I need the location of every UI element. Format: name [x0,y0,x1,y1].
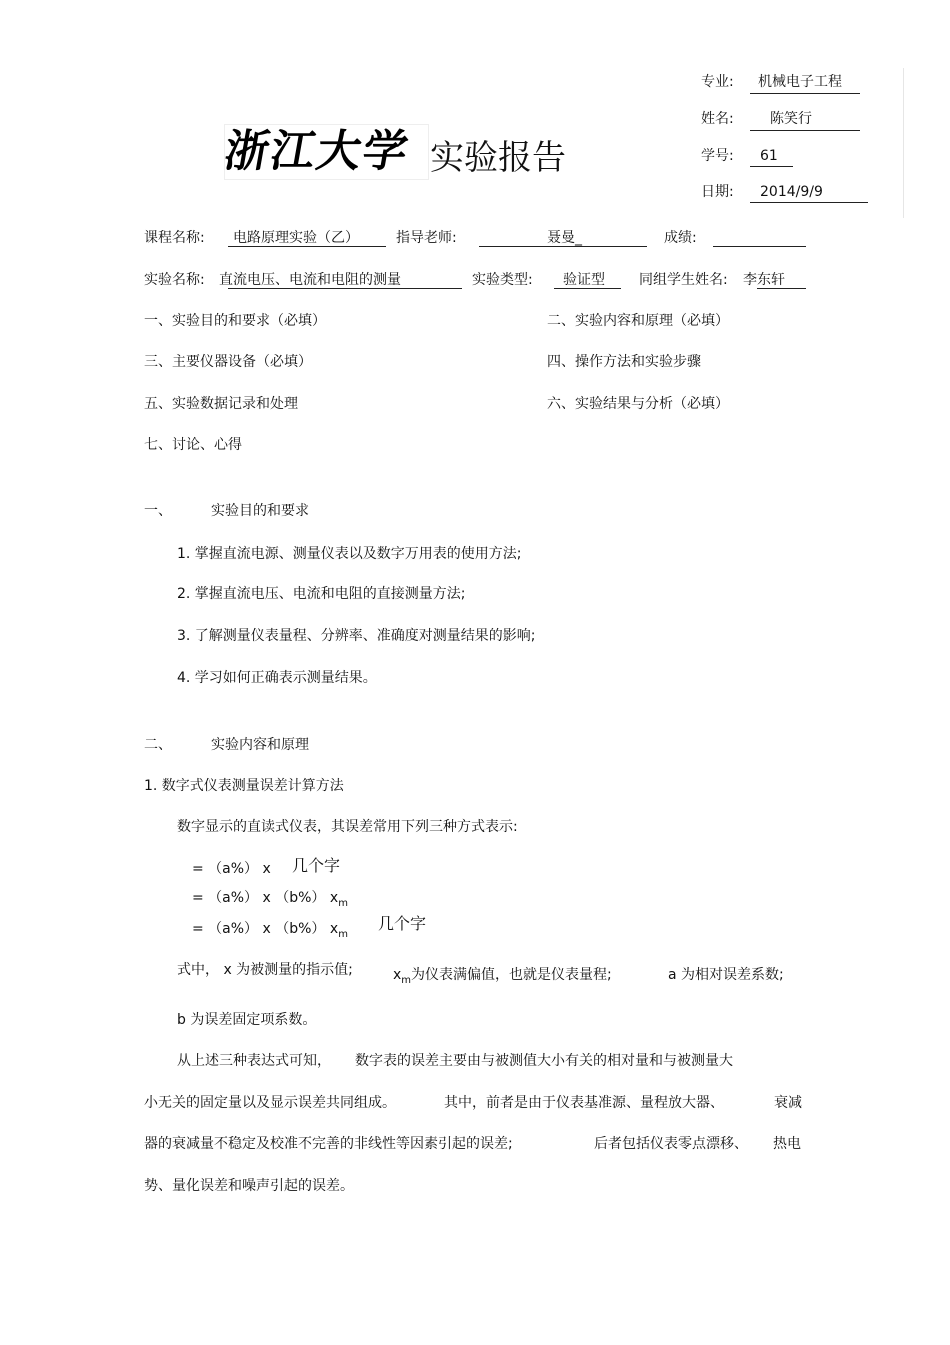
section1-item-4: 4. 学习如何正确表示测量结果。 [177,670,377,686]
definition-xm-symbol: x [393,967,402,983]
outline-item-3: 三、主要仪器设备（必填） [144,354,312,370]
experiment-name-value: 直流电压、电流和电阻的测量 [219,272,401,288]
paragraph-line-2a: 小无关的固定量以及显示误差共同组成。 [144,1095,396,1111]
formula-1 [192,860,271,878]
course-name-label: 课程名称: [144,230,205,246]
section2-number: 二、 [144,737,172,753]
experiment-type-label: 实验类型: [472,272,533,288]
name-value: 陈笑行 [770,111,812,127]
section1-item-1: 1. 掌握直流电源、测量仪表以及数字万用表的使用方法; [177,546,522,562]
date-value: 2014/9/9 [760,184,823,200]
course-name-underline [228,246,386,247]
outline-item-5: 五、实验数据记录和处理 [144,396,298,412]
experiment-name-label: 实验名称: [144,272,205,288]
teacher-value: 聂曼_ [547,230,582,246]
experiment-name-underline [228,288,462,289]
formula-2-expr: = （a%） x （b%） x [192,890,339,906]
date-underline [750,202,868,203]
section1-item-2: 2. 掌握直流电压、电流和电阻的直接测量方法; [177,586,466,602]
outline-item-1: 一、实验目的和要求（必填） [144,313,326,329]
major-underline [750,93,860,94]
major-value: 机械电子工程 [758,74,842,90]
paragraph-line-2b: 其中，前者是由于仪表基准源、量程放大器、 [444,1095,724,1111]
course-name-value: 电路原理实验（乙） [233,230,359,246]
major-label: 专业: [701,74,734,90]
partner-value: 李东轩 [743,272,785,288]
teacher-underline [479,246,647,247]
definition-xm-text: 为仪表满偏值，也就是仪表量程; [411,967,612,983]
section2-title: 实验内容和原理 [211,737,309,753]
report-title: 实验报告 [430,138,566,178]
formula-1-expr: = （a%） x [192,861,271,877]
outline-item-6: 六、实验结果与分析（必填） [547,396,729,412]
experiment-type-underline [554,288,621,289]
outline-item-4: 四、操作方法和实验步骤 [547,354,701,370]
formula-3-suffix: 几个字 [378,914,427,933]
definition-xm-subscript: m [401,975,412,986]
name-label: 姓名: [701,111,734,127]
paragraph-line-2c: 衰减 [774,1095,802,1111]
logo-calligraphy: 浙江大学 [220,126,414,177]
page-edge-rule [903,68,904,218]
partner-underline [757,288,806,289]
formula-3-expr: = （a%） x （b%） x [192,921,339,937]
paragraph-line-3b: 后者包括仪表零点漂移、 [594,1136,748,1152]
definition-a: a 为相对误差系数; [668,967,784,983]
student-id-underline [750,166,793,167]
date-label: 日期: [701,184,734,200]
formula-1-suffix: 几个字 [292,856,341,875]
section1-item-3: 3. 了解测量仪表量程、分辨率、准确度对测量结果的影响; [177,628,536,644]
university-logo [220,124,429,180]
formula-3 [192,920,348,940]
definition-b: b 为误差固定项系数。 [177,1012,317,1028]
student-id-label: 学号: [701,148,734,164]
paragraph-line-3a: 器的衰减量不稳定及校准不完善的非线性等因素引起的误差; [144,1136,513,1152]
name-underline [750,130,860,131]
definition-xm [393,966,612,986]
experiment-type-value: 验证型 [563,272,605,288]
formula-2 [192,889,348,909]
student-id-value: 61 [760,148,778,164]
section1-title: 实验目的和要求 [211,503,309,519]
grade-label: 成绩: [664,230,697,246]
paragraph-line-1b: 数字表的误差主要由与被测值大小有关的相对量和与被测量大 [355,1053,733,1069]
section2-intro: 数字显示的直读式仪表，其误差常用下列三种方式表示: [177,819,518,835]
teacher-label: 指导老师: [396,230,457,246]
formula-2-subscript: m [338,898,348,909]
section1-number: 一、 [144,503,172,519]
partner-label: 同组学生姓名: [639,272,728,288]
grade-underline [713,246,806,247]
paragraph-line-4: 势、量化误差和噪声引起的误差。 [144,1178,354,1194]
outline-item-2: 二、实验内容和原理（必填） [547,313,729,329]
section2-sub1-title: 1. 数字式仪表测量误差计算方法 [144,778,344,794]
formula-3-subscript: m [338,929,348,940]
paragraph-line-3c: 热电 [773,1136,801,1152]
outline-item-7: 七、讨论、心得 [144,437,242,453]
definition-x: 式中， x 为被测量的指示值; [177,962,353,978]
paragraph-line-1a: 从上述三种表达式可知， [177,1053,331,1069]
